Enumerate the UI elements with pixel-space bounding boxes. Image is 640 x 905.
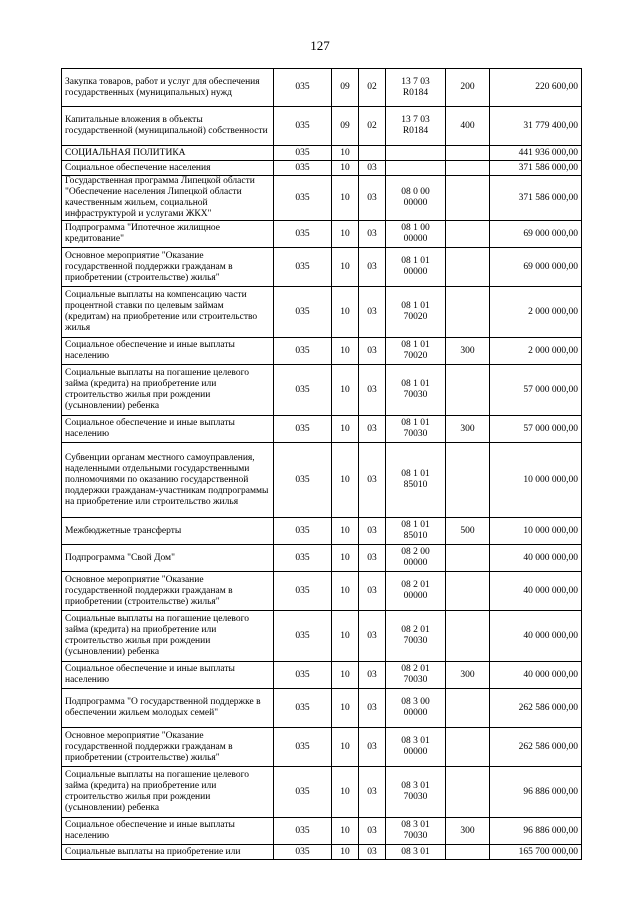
cell-target-article: 08 1 01 70030 <box>386 365 446 416</box>
cell-subsection: 03 <box>359 818 386 845</box>
cell-target-article: 08 1 01 00000 <box>386 248 446 287</box>
cell-grbs: 035 <box>274 818 332 845</box>
cell-section: 10 <box>332 443 359 518</box>
cell-name: Социальное обеспечение и иные выплаты населению <box>62 416 274 443</box>
cell-target-article: 08 1 01 85010 <box>386 518 446 545</box>
cell-amount: 220 600,00 <box>490 69 582 107</box>
cell-grbs: 035 <box>274 443 332 518</box>
cell-name: Государственная программа Липецкой области "Обеспечение населения Липецкой области качественным жильем, социальной инфраструктурой и услугами ЖКХ" <box>62 176 274 221</box>
cell-target-article: 08 2 01 70030 <box>386 662 446 689</box>
cell-name: Подпрограмма "Ипотечное жилищное кредитование" <box>62 221 274 248</box>
cell-target-article: 08 2 00 00000 <box>386 545 446 572</box>
cell-amount: 262 586 000,00 <box>490 689 582 728</box>
cell-grbs: 035 <box>274 611 332 662</box>
cell-grbs: 035 <box>274 572 332 611</box>
cell-expense-type <box>446 689 490 728</box>
cell-name: Социальное обеспечение и иные выплаты населению <box>62 338 274 365</box>
cell-target-article: 08 1 00 00000 <box>386 221 446 248</box>
cell-name: Социальное обеспечение населения <box>62 161 274 176</box>
cell-name: Социальное обеспечение и иные выплаты населению <box>62 662 274 689</box>
cell-expense-type: 300 <box>446 416 490 443</box>
cell-subsection: 03 <box>359 662 386 689</box>
cell-section: 10 <box>332 845 359 860</box>
cell-amount: 2 000 000,00 <box>490 287 582 338</box>
cell-amount: 10 000 000,00 <box>490 443 582 518</box>
cell-amount: 371 586 000,00 <box>490 176 582 221</box>
cell-target-article <box>386 161 446 176</box>
cell-subsection: 02 <box>359 69 386 107</box>
cell-section: 10 <box>332 146 359 161</box>
budget-table <box>61 68 582 860</box>
cell-section: 10 <box>332 689 359 728</box>
cell-grbs: 035 <box>274 146 332 161</box>
cell-subsection: 03 <box>359 365 386 416</box>
table-row <box>62 161 582 176</box>
cell-grbs: 035 <box>274 176 332 221</box>
cell-section: 10 <box>332 611 359 662</box>
cell-subsection: 03 <box>359 545 386 572</box>
cell-expense-type <box>446 365 490 416</box>
cell-section: 10 <box>332 767 359 818</box>
cell-section: 10 <box>332 572 359 611</box>
cell-name: Капитальные вложения в объекты государственной (муниципальной) собственности <box>62 107 274 146</box>
cell-target-article: 13 7 03 R0184 <box>386 107 446 146</box>
cell-grbs: 035 <box>274 767 332 818</box>
cell-target-article <box>386 146 446 161</box>
table-row <box>62 287 582 338</box>
cell-grbs: 035 <box>274 728 332 767</box>
cell-amount: 96 886 000,00 <box>490 818 582 845</box>
cell-subsection: 03 <box>359 176 386 221</box>
cell-expense-type <box>446 572 490 611</box>
cell-grbs: 035 <box>274 662 332 689</box>
cell-expense-type: 500 <box>446 518 490 545</box>
cell-amount: 69 000 000,00 <box>490 221 582 248</box>
cell-name: Субвенции органам местного самоуправления, наделенными отдельными государственными полномочиями по оказанию государственной поддержки гражданам-участникам подпрограммы на приобретение или строительство жилья <box>62 443 274 518</box>
cell-target-article: 08 1 01 70030 <box>386 416 446 443</box>
cell-section: 10 <box>332 365 359 416</box>
cell-grbs: 035 <box>274 107 332 146</box>
cell-name: Основное мероприятие "Оказание государственной поддержки гражданам в приобретении (строительстве) жилья" <box>62 728 274 767</box>
cell-target-article: 08 2 01 00000 <box>386 572 446 611</box>
cell-name: Основное мероприятие "Оказание государственной поддержки гражданам в приобретении (строительстве) жилья" <box>62 248 274 287</box>
table-row <box>62 416 582 443</box>
cell-section: 10 <box>332 221 359 248</box>
cell-grbs: 035 <box>274 338 332 365</box>
cell-amount: 57 000 000,00 <box>490 416 582 443</box>
cell-expense-type: 300 <box>446 818 490 845</box>
cell-subsection: 03 <box>359 572 386 611</box>
table-row <box>62 107 582 146</box>
cell-amount: 31 779 400,00 <box>490 107 582 146</box>
cell-target-article: 08 3 01 00000 <box>386 728 446 767</box>
table-row <box>62 443 582 518</box>
cell-subsection: 03 <box>359 845 386 860</box>
cell-name: Социальные выплаты на компенсацию части процентной ставки по целевым займам (кредитам) на приобретение или строительство жилья <box>62 287 274 338</box>
table-row <box>62 845 582 860</box>
cell-name: Закупка товаров, работ и услуг для обеспечения государственных (муниципальных) нужд <box>62 69 274 107</box>
table-row <box>62 221 582 248</box>
cell-subsection: 03 <box>359 287 386 338</box>
table-row <box>62 662 582 689</box>
table-row <box>62 248 582 287</box>
cell-expense-type <box>446 611 490 662</box>
cell-expense-type: 300 <box>446 338 490 365</box>
cell-grbs: 035 <box>274 221 332 248</box>
table-row <box>62 338 582 365</box>
cell-expense-type: 400 <box>446 107 490 146</box>
cell-amount: 441 936 000,00 <box>490 146 582 161</box>
cell-amount: 40 000 000,00 <box>490 662 582 689</box>
table-row <box>62 176 582 221</box>
cell-expense-type: 300 <box>446 662 490 689</box>
table-row <box>62 545 582 572</box>
cell-expense-type <box>446 443 490 518</box>
cell-section: 10 <box>332 518 359 545</box>
cell-amount: 371 586 000,00 <box>490 161 582 176</box>
cell-grbs: 035 <box>274 161 332 176</box>
cell-section: 10 <box>332 248 359 287</box>
cell-name: Социальные выплаты на погашение целевого займа (кредита) на приобретение или строительство жилья при рождении (усыновлении) ребенка <box>62 611 274 662</box>
cell-name: СОЦИАЛЬНАЯ ПОЛИТИКА <box>62 146 274 161</box>
cell-grbs: 035 <box>274 248 332 287</box>
cell-subsection: 03 <box>359 416 386 443</box>
cell-target-article: 08 3 01 70030 <box>386 767 446 818</box>
cell-section: 10 <box>332 161 359 176</box>
cell-section: 10 <box>332 338 359 365</box>
cell-subsection: 03 <box>359 221 386 248</box>
cell-amount: 69 000 000,00 <box>490 248 582 287</box>
table-row <box>62 518 582 545</box>
cell-name: Социальные выплаты на погашение целевого займа (кредита) на приобретение или строительство жилья при рождении (усыновлении) ребенка <box>62 767 274 818</box>
cell-grbs: 035 <box>274 689 332 728</box>
table-row <box>62 611 582 662</box>
cell-expense-type <box>446 248 490 287</box>
cell-grbs: 035 <box>274 845 332 860</box>
table-row <box>62 146 582 161</box>
cell-name: Социальные выплаты на погашение целевого займа (кредита) на приобретение или строительство жилья при рождении (усыновлении) ребенка <box>62 365 274 416</box>
cell-amount: 96 886 000,00 <box>490 767 582 818</box>
table-row <box>62 728 582 767</box>
cell-subsection: 03 <box>359 338 386 365</box>
table-row <box>62 767 582 818</box>
cell-target-article: 08 1 01 70020 <box>386 338 446 365</box>
cell-section: 10 <box>332 818 359 845</box>
cell-subsection: 03 <box>359 611 386 662</box>
cell-amount: 10 000 000,00 <box>490 518 582 545</box>
cell-subsection: 03 <box>359 728 386 767</box>
cell-expense-type <box>446 845 490 860</box>
cell-section: 09 <box>332 107 359 146</box>
cell-section: 09 <box>332 69 359 107</box>
cell-name: Социальные выплаты на приобретение или <box>62 845 274 860</box>
cell-grbs: 035 <box>274 518 332 545</box>
cell-grbs: 035 <box>274 287 332 338</box>
cell-subsection: 03 <box>359 161 386 176</box>
cell-subsection: 03 <box>359 689 386 728</box>
cell-name: Подпрограмма "О государственной поддержке в обеспечении жильем молодых семей" <box>62 689 274 728</box>
table-row <box>62 818 582 845</box>
table-row <box>62 572 582 611</box>
cell-expense-type <box>446 767 490 818</box>
cell-amount: 2 000 000,00 <box>490 338 582 365</box>
cell-name: Подпрограмма "Свой Дом" <box>62 545 274 572</box>
cell-grbs: 035 <box>274 69 332 107</box>
cell-amount: 40 000 000,00 <box>490 545 582 572</box>
cell-grbs: 035 <box>274 545 332 572</box>
cell-grbs: 035 <box>274 365 332 416</box>
cell-expense-type <box>446 161 490 176</box>
cell-subsection: 03 <box>359 518 386 545</box>
cell-name: Основное мероприятие "Оказание государственной поддержки гражданам в приобретении (строительстве) жилья" <box>62 572 274 611</box>
cell-amount: 262 586 000,00 <box>490 728 582 767</box>
cell-grbs: 035 <box>274 416 332 443</box>
table-row <box>62 69 582 107</box>
cell-amount: 40 000 000,00 <box>490 572 582 611</box>
page-number: 127 <box>310 38 330 53</box>
cell-expense-type <box>446 545 490 572</box>
cell-subsection <box>359 146 386 161</box>
cell-expense-type <box>446 221 490 248</box>
cell-amount: 40 000 000,00 <box>490 611 582 662</box>
cell-expense-type <box>446 728 490 767</box>
cell-target-article: 08 3 01 <box>386 845 446 860</box>
cell-expense-type <box>446 146 490 161</box>
cell-target-article: 08 0 00 00000 <box>386 176 446 221</box>
cell-target-article: 08 3 01 70030 <box>386 818 446 845</box>
cell-target-article: 08 3 00 00000 <box>386 689 446 728</box>
cell-section: 10 <box>332 728 359 767</box>
cell-expense-type <box>446 287 490 338</box>
cell-amount: 165 700 000,00 <box>490 845 582 860</box>
cell-target-article: 13 7 03 R0184 <box>386 69 446 107</box>
cell-amount: 57 000 000,00 <box>490 365 582 416</box>
cell-section: 10 <box>332 545 359 572</box>
cell-name: Социальное обеспечение и иные выплаты населению <box>62 818 274 845</box>
cell-section: 10 <box>332 176 359 221</box>
cell-section: 10 <box>332 416 359 443</box>
cell-subsection: 02 <box>359 107 386 146</box>
cell-target-article: 08 1 01 70020 <box>386 287 446 338</box>
cell-expense-type: 200 <box>446 69 490 107</box>
cell-name: Межбюджетные трансферты <box>62 518 274 545</box>
cell-subsection: 03 <box>359 248 386 287</box>
cell-section: 10 <box>332 662 359 689</box>
cell-section: 10 <box>332 287 359 338</box>
cell-target-article: 08 2 01 70030 <box>386 611 446 662</box>
cell-target-article: 08 1 01 85010 <box>386 443 446 518</box>
table-body <box>62 69 582 860</box>
table-row <box>62 365 582 416</box>
cell-subsection: 03 <box>359 443 386 518</box>
cell-expense-type <box>446 176 490 221</box>
table-row <box>62 689 582 728</box>
cell-subsection: 03 <box>359 767 386 818</box>
